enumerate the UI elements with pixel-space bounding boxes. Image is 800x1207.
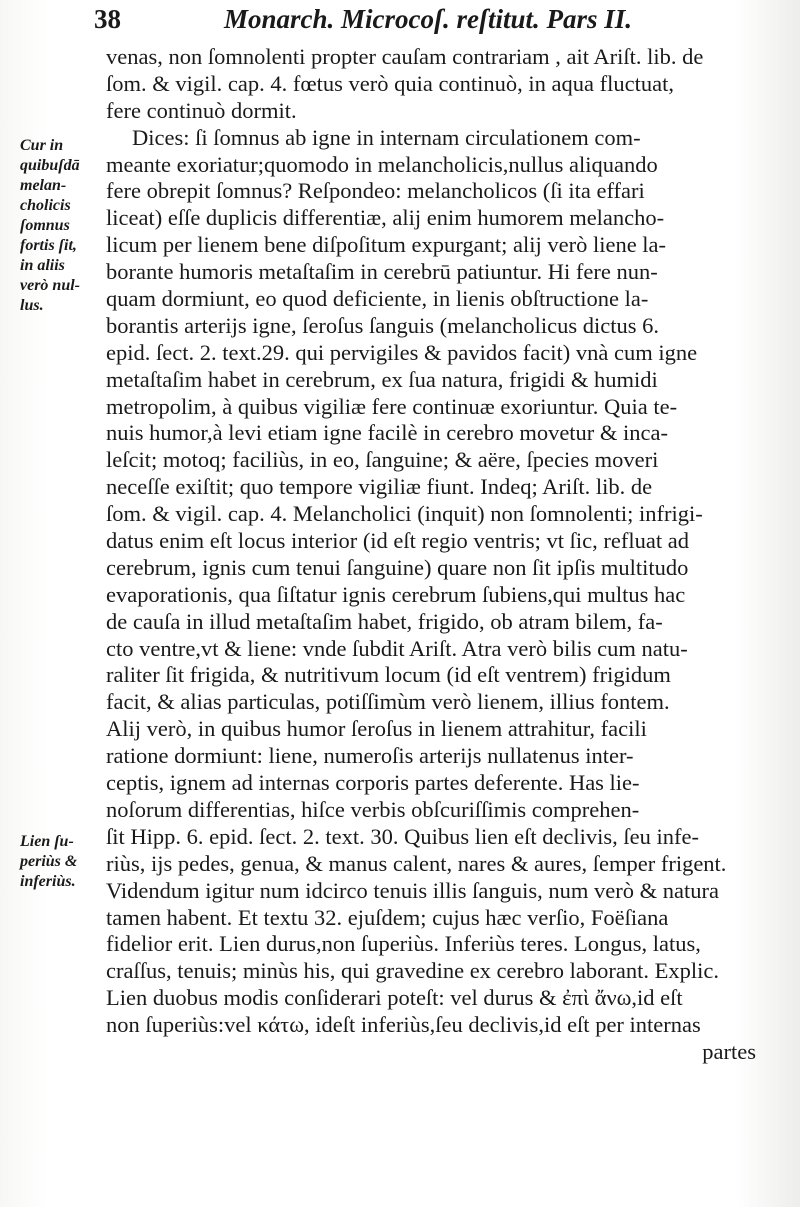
page-number: 38 <box>94 4 121 34</box>
text-line: leſcit; motoq; faciliùs, in eo, ſanguine; & aëre, ſpecies moveri <box>106 447 659 473</box>
text-line: fidelior erit. Lien durus,non ſuperiùs. Inferiùs teres. Longus, latus, <box>106 931 701 957</box>
page-header <box>94 4 744 40</box>
text-line: fere continuò dormit. <box>106 97 297 123</box>
text-line: riùs, ijs pedes, genua, & manus calent, nares & aures, ſemper frigent. <box>106 850 727 876</box>
text-line: ratione dormiunt: liene, numeroſis arterijs nullatenus inter- <box>106 743 634 769</box>
text-line: Alij verò, in quibus humor ſeroſus in lienem attrahitur, facili <box>106 716 647 742</box>
text-line: fere obrepit ſomnus? Reſpondeo: melancholicos (ſi ita effari <box>106 178 645 204</box>
margin-note-line: ſomnus <box>20 217 70 234</box>
text-line: facit, & alias particulas, potiſſimùm verò lienem, illius fontem. <box>106 689 670 715</box>
text-line: ceptis, ignem ad internas corporis partes deferente. Has lie- <box>106 770 640 796</box>
text-line: evaporationis, qua ſiſtatur ignis cerebrum ſubiens,qui multus hac <box>106 581 686 607</box>
margin-note-line: fortis ſit, <box>20 237 77 254</box>
text-line: cerebrum, ignis cum tenui ſanguine) quare non ſit ipſis multitudo <box>106 554 689 580</box>
text-line: Dices: ſi ſomnus ab igne in internam circulationem com- <box>132 124 641 150</box>
margin-note-line: verò nul- <box>20 277 80 294</box>
text-line: quam dormiunt, eo quod deficiente, in lienis obſtructione la- <box>106 286 649 312</box>
text-line: de cauſa in illud metaſtaſim habet, frigido, ob atram bilem, fa- <box>106 608 663 634</box>
running-title: Monarch. Microcoſ. reſtitut. Pars II. <box>224 4 633 34</box>
text-line: non ſuperiùs:vel κάτω, ideſt inferiùs,ſeu declivis,id eſt per internas <box>106 1012 701 1038</box>
text-line: craſſus, tenuis; minùs his, qui gravedine ex cerebro laborant. Explic. <box>106 958 719 984</box>
text-line: metaſtaſim habet in cerebrum, ex ſua natura, frigidi & humidi <box>106 366 658 392</box>
text-line: ſom. & vigil. cap. 4. fœtus verò quia continuò, in aqua fluctuat, <box>106 70 675 96</box>
margin-note-line: inferiùs. <box>20 873 76 890</box>
margin-note-line: periùs & <box>20 853 78 870</box>
margin-note-line: Cur in <box>20 137 64 154</box>
margin-note-line: Lien ſu- <box>20 833 74 850</box>
text-line: neceſſe exiſtit; quo tempore vigiliæ fiunt. Indeq; Ariſt. lib. de <box>106 474 653 500</box>
text-line: Lien duobus modis conſiderari poteſt: vel durus & ἐπὶ ἄνω,id eſt <box>106 985 683 1011</box>
text-line: liceat) eſſe duplicis differentiæ, alij enim humorem melancho- <box>106 205 665 231</box>
text-line: tamen habent. Et textu 32. ejuſdem; cujus hæc verſio, Foëſiana <box>106 904 669 930</box>
margin-note-line: cholicis <box>20 197 71 214</box>
text-line: meante exoriatur;quomodo in melancholicis,nullus aliquando <box>106 151 658 177</box>
margin-note-cur-in <box>20 136 98 316</box>
margin-note-line: in aliis <box>20 257 65 274</box>
margin-note-line: lus. <box>20 297 44 314</box>
catchword: partes <box>702 1038 756 1064</box>
text-line: raliter ſit frigida, & nutritivum locum (id eſt ventrem) frigidum <box>106 662 671 688</box>
text-line: epid. ſect. 2. text.29. qui pervigiles & pavidos facit) vnà cum igne <box>106 339 698 365</box>
text-line: metropolim, à quibus vigiliæ fere continuæ exoriuntur. Quia te- <box>106 393 678 419</box>
text-line: ſom. & vigil. cap. 4. Melancholici (inquit) non ſomnolenti; infrigi- <box>106 501 703 527</box>
text-line: borante humoris metaſtaſim in cerebrū patiuntur. Hi fere nun- <box>106 259 658 285</box>
margin-note-line: melan- <box>20 177 67 194</box>
text-line: licum per lienem bene diſpoſitum expurgant; alij verò liene la- <box>106 232 667 258</box>
text-line: datus enim eſt locus interior (id eſt regio ventris; vt ſic, refluat ad <box>106 528 689 554</box>
text-line: venas, non ſomnolenti propter cauſam contrariam , ait Ariſt. lib. de <box>106 44 704 69</box>
text-line: nuis humor,à levi etiam igne facilè in cerebro movetur & inca- <box>106 420 669 446</box>
text-line: ſit Hipp. 6. epid. ſect. 2. text. 30. Quibus lien eſt declivis, ſeu infe- <box>106 823 700 849</box>
text-line: cto ventre,vt & liene: vnde ſubdit Ariſt. Atra verò bilis cum natu- <box>106 635 688 661</box>
text-line: Videndum igitur num idcirco tenuis illis ſanguis, num verò & natura <box>106 877 719 903</box>
body-text <box>106 44 756 1066</box>
text-line: borantis arterijs igne, ſeroſus ſanguis (melancholicus dictus 6. <box>106 312 659 338</box>
margin-note-line: quibuſdā <box>20 157 80 174</box>
text-line: noſorum differentias, hiſce verbis obſcuriſſimis comprehen- <box>106 796 640 822</box>
margin-note-lien <box>20 832 98 892</box>
